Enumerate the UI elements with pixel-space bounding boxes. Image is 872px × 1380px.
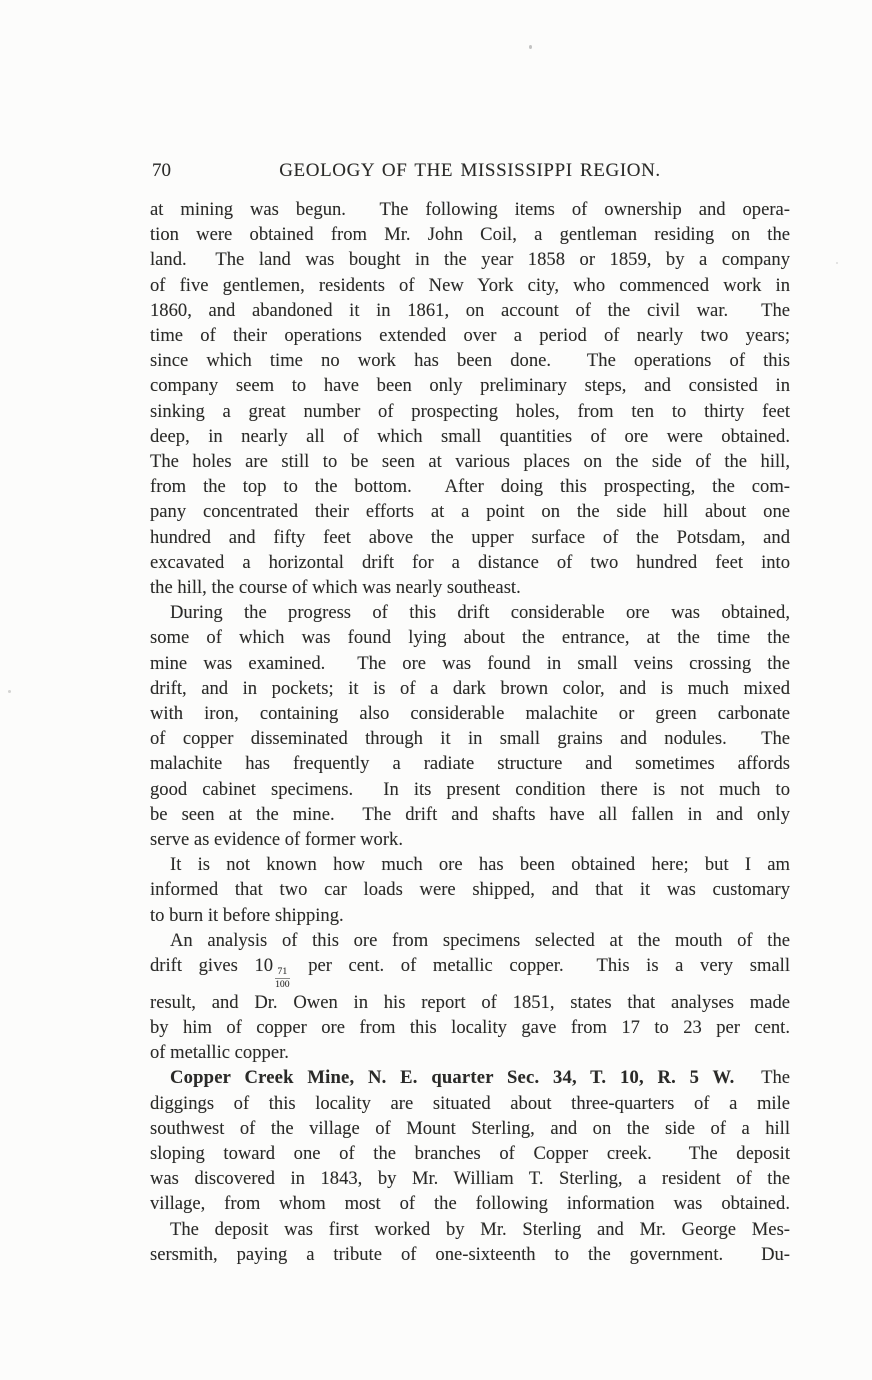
text-line: An analysis of this ore from specimens selected at the mouth of the (170, 929, 790, 951)
text-line: village, from whom most of the following information was obtained. (150, 1193, 790, 1215)
text-line: informed that two car loads were shipped, and that it was customary (150, 879, 790, 901)
text-line: the hill, the course of which was nearly southeast. (150, 577, 521, 599)
fraction-numerator: 71 (277, 966, 288, 978)
text-line: mine was examined. The ore was found in small veins crossing the (150, 652, 790, 674)
paragraph (150, 1065, 790, 1216)
page-body (150, 197, 790, 1267)
text-line: time of their operations extended over a period of nearly two years; (150, 325, 790, 347)
fraction-denominator: 100 (275, 979, 290, 991)
text-line: sersmith, paying a tribute of one-sixteenth to the government. Du- (150, 1243, 790, 1265)
text-line: sloping toward one of the branches of Copper creek. The deposit (150, 1143, 790, 1165)
text-line: company seem to have been only preliminary steps, and consisted in (150, 375, 790, 397)
text-line: some of which was found lying about the entrance, at the time the (150, 627, 790, 649)
text-line: serve as evidence of former work. (150, 829, 403, 851)
text-line: from the top to the bottom. After doing this prospecting, the com- (150, 476, 790, 498)
paragraph (150, 1217, 790, 1267)
text-line: at mining was begun. The following items of ownership and opera- (150, 199, 790, 220)
running-head (150, 158, 790, 184)
text-line: hundred and fifty feet above the upper surface of the Potsdam, and (150, 526, 790, 548)
text-line: excavated a horizontal drift for a distance of two hundred feet into (150, 551, 790, 573)
text-line: pany concentrated their efforts at a point on the side hill about one (150, 501, 790, 523)
scan-speck (836, 262, 838, 264)
text-line: 1860, and abandoned it in 1861, on account of the civil war. The (150, 299, 790, 321)
stacked-fraction (275, 967, 289, 989)
text-line: sinking a great number of prospecting holes, from ten to thirty feet (150, 400, 790, 422)
text-line: good cabinet specimens. In its present condition there is not much to (150, 778, 790, 800)
text-line: Copper Creek Mine, N. E. quarter Sec. 34, T. 10, R. 5 W. The (170, 1067, 790, 1089)
text-line: The deposit was first worked by Mr. Sterling and Mr. George Mes- (170, 1218, 790, 1240)
paragraph (150, 197, 790, 600)
text-line: by him of copper ore from this locality gave from 17 to 23 per cent. (150, 1017, 790, 1039)
section-heading: Copper Creek Mine, N. E. quarter Sec. 34, T. 10, R. 5 W. (170, 1067, 735, 1089)
text-line: drift gives 10 $\frac{71}{100}$ per cent. of metallic copper. This is a very small (150, 955, 790, 991)
running-title: GEOLOGY OF THE MISSISSIPPI REGION. (279, 160, 661, 181)
text-line: malachite has frequently a radiate structure and sometimes affords (150, 753, 790, 775)
paragraph (150, 600, 790, 852)
text-line: of five gentlemen, residents of New York city, who commenced work in (150, 274, 790, 296)
scan-speck (8, 690, 11, 693)
text-line: drift, and in pockets; it is of a dark brown color, and is much mixed (150, 677, 790, 699)
text-line: diggings of this locality are situated about three-quarters of a mile (150, 1092, 790, 1114)
text-line: During the progress of this drift considerable ore was obtained, (170, 602, 790, 624)
text-line: with iron, containing also considerable malachite or green carbonate (150, 703, 790, 725)
paragraph (150, 928, 790, 1066)
text-line: to burn it before shipping. (150, 904, 344, 926)
text-line: since which time no work has been done. The operations of this (150, 350, 790, 372)
page-number: 70 (152, 160, 171, 181)
text-line: was discovered in 1843, by Mr. William T. Sterling, a resident of the (150, 1168, 790, 1190)
text-line: deep, in nearly all of which small quantities of ore were obtained. (150, 425, 790, 447)
text-line: tion were obtained from Mr. John Coil, a gentleman residing on the (150, 224, 790, 246)
text-line: It is not known how much ore has been obtained here; but I am (170, 854, 790, 876)
scan-speck (529, 45, 532, 49)
text-line: land. The land was bought in the year 1858 or 1859, by a company (150, 249, 790, 271)
text-line: of copper disseminated through it in small grains and nodules. The (150, 728, 790, 750)
paragraph (150, 852, 790, 928)
text-line: The holes are still to be seen at various places on the side of the hill, (150, 451, 790, 473)
text-line: southwest of the village of Mount Sterling, and on the side of a hill (150, 1117, 790, 1139)
text-line: be seen at the mine. The drift and shafts have all fallen in and only (150, 803, 790, 825)
text-line: result, and Dr. Owen in his report of 1851, states that analyses made (150, 991, 790, 1013)
text-line: of metallic copper. (150, 1042, 289, 1064)
